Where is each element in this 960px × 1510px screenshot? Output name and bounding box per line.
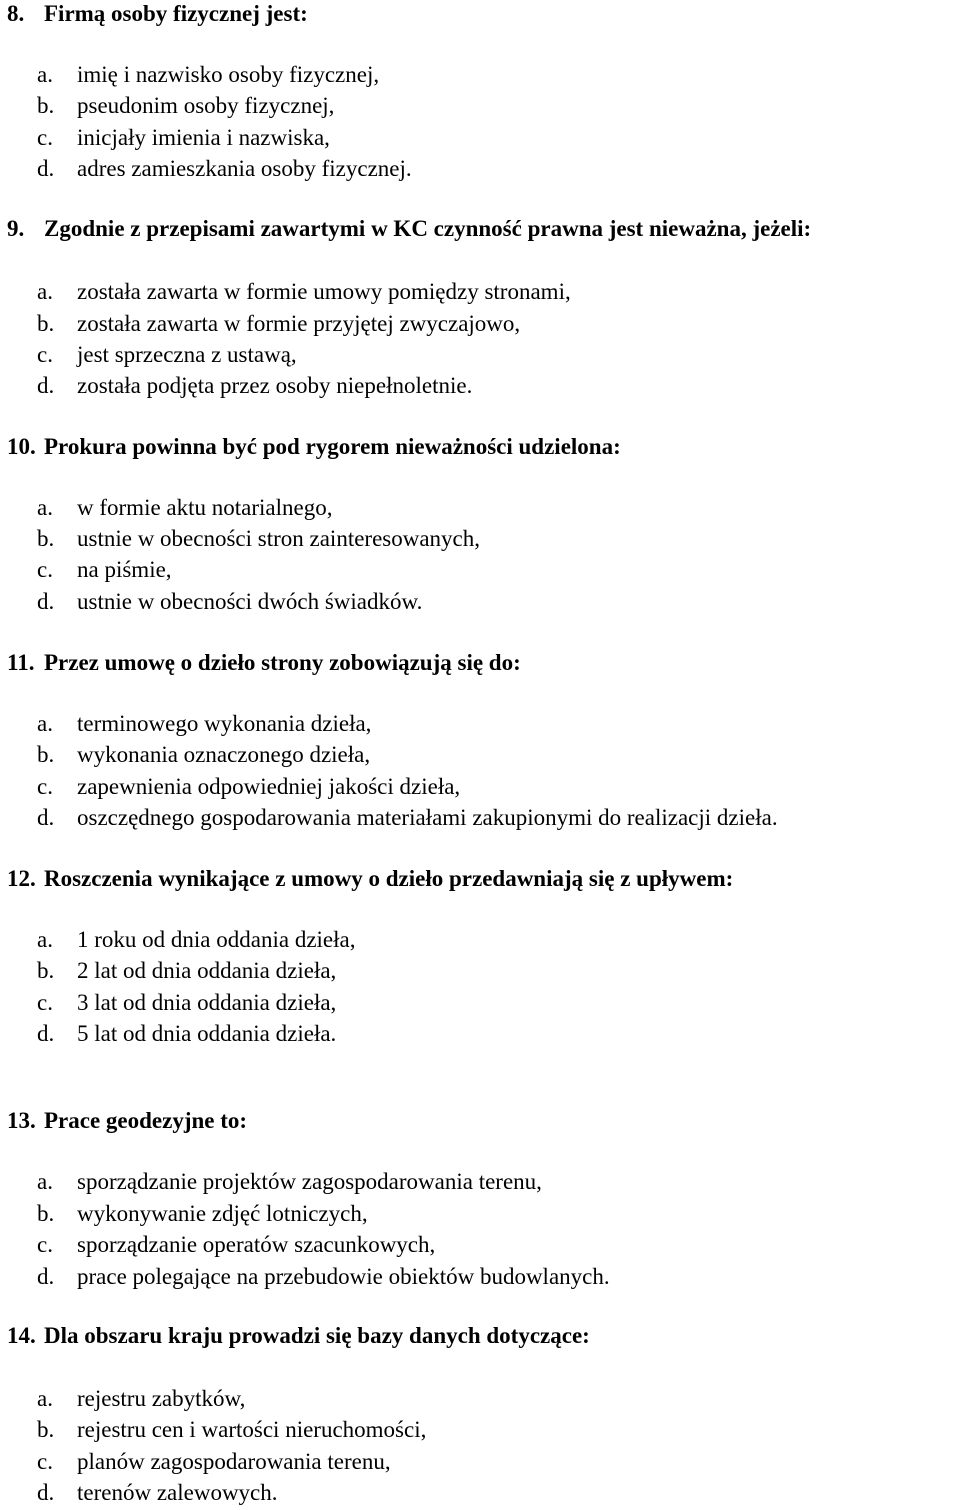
answer-option [37,125,330,151]
answer-option [37,93,334,119]
question-heading [7,1108,247,1134]
answer-option [37,495,332,521]
option-text: została zawarta w formie przyjętej zwyczajowo, [77,311,521,336]
option-text: inicjały imienia i nazwiska, [77,125,330,150]
option-letter: d. [37,1021,55,1046]
option-letter: d. [37,1480,55,1505]
answer-option [37,1386,245,1412]
option-letter: a. [37,495,53,520]
question-text: Dla obszaru kraju prowadzi się bazy danych dotyczące: [44,1323,590,1348]
option-letter: d. [37,805,55,830]
option-letter: d. [37,373,55,398]
option-text: adres zamieszkania osoby fizycznej. [77,156,412,181]
answer-option [37,1264,610,1290]
option-letter: c. [37,990,53,1015]
answer-option [37,526,480,552]
question-heading [7,1323,590,1349]
option-text: została zawarta w formie umowy pomiędzy stronami, [77,279,571,304]
answer-option [37,958,336,984]
option-letter: b. [37,93,55,118]
option-letter: b. [37,311,55,336]
option-text: terminowego wykonania dzieła, [77,711,372,736]
option-letter: c. [37,1449,53,1474]
answer-option [37,373,472,399]
option-letter: a. [37,711,53,736]
question-number: 10. [7,434,36,459]
question-text: Roszczenia wynikające z umowy o dzieło przedawniają się z upływem: [44,866,734,891]
option-letter: b. [37,526,55,551]
option-letter: c. [37,774,53,799]
option-letter: b. [37,742,55,767]
answer-option [37,1449,391,1475]
answer-option [37,311,520,337]
option-text: wykonania oznaczonego dzieła, [77,742,371,767]
option-text: jest sprzeczna z ustawą, [77,342,297,367]
option-text: 2 lat od dnia oddania dzieła, [77,958,337,983]
option-letter: c. [37,125,53,150]
question-heading [7,1,308,27]
question-text: Zgodnie z przepisami zawartymi w KC czynność prawna jest nieważna, jeżeli: [44,216,812,241]
answer-option [37,342,297,368]
question-heading [7,434,621,460]
option-letter: c. [37,1232,53,1257]
option-text: w formie aktu notarialnego, [77,495,333,520]
question-heading [7,866,733,892]
option-text: wykonywanie zdjęć lotniczych, [77,1201,368,1226]
answer-option [37,589,422,615]
option-letter: c. [37,557,53,582]
option-letter: b. [37,958,55,983]
question-number: 8. [7,1,25,26]
question-heading [7,650,521,676]
answer-option [37,1021,336,1047]
answer-option [37,774,460,800]
answer-option [37,1480,278,1506]
answer-option [37,1169,542,1195]
question-text: Firmą osoby fizycznej jest: [44,1,308,26]
option-text: terenów zalewowych. [77,1480,278,1505]
answer-option [37,1417,426,1443]
question-number: 13. [7,1108,36,1133]
question-number: 11. [7,650,35,675]
question-number: 9. [7,216,25,241]
question-text: Prace geodezyjne to: [44,1108,248,1133]
answer-option [37,1201,368,1227]
question-number: 12. [7,866,36,891]
option-text: sporządzanie operatów szacunkowych, [77,1232,436,1257]
answer-option [37,805,778,831]
answer-option [37,557,172,583]
option-letter: a. [37,927,53,952]
option-letter: d. [37,589,55,614]
option-text: 3 lat od dnia oddania dzieła, [77,990,337,1015]
option-letter: a. [37,1386,53,1411]
question-text: Przez umowę o dzieło strony zobowiązują się do: [44,650,521,675]
option-letter: b. [37,1201,55,1226]
option-letter: d. [37,1264,55,1289]
question-number: 14. [7,1323,36,1348]
option-text: rejestru zabytków, [77,1386,246,1411]
option-text: imię i nazwisko osoby fizycznej, [77,62,380,87]
answer-option [37,990,336,1016]
option-text: na piśmie, [77,557,172,582]
option-text: ustnie w obecności dwóch świadków. [77,589,423,614]
option-letter: a. [37,1169,53,1194]
option-text: 1 roku od dnia oddania dzieła, [77,927,356,952]
option-text: ustnie w obecności stron zainteresowanych, [77,526,481,551]
answer-option [37,711,371,737]
option-text: pseudonim osoby fizycznej, [77,93,335,118]
option-text: rejestru cen i wartości nieruchomości, [77,1417,427,1442]
answer-option [37,156,412,182]
option-letter: d. [37,156,55,181]
option-text: sporządzanie projektów zagospodarowania terenu, [77,1169,542,1194]
option-letter: a. [37,62,53,87]
option-text: oszczędnego gospodarowania materiałami zakupionymi do realizacji dzieła. [77,805,778,830]
option-text: zapewnienia odpowiedniej jakości dzieła, [77,774,461,799]
option-text: 5 lat od dnia oddania dzieła. [77,1021,337,1046]
option-text: prace polegające na przebudowie obiektów budowlanych. [77,1264,610,1289]
question-text: Prokura powinna być pod rygorem nieważności udzielona: [44,434,621,459]
option-letter: a. [37,279,53,304]
option-letter: c. [37,342,53,367]
option-letter: b. [37,1417,55,1442]
option-text: planów zagospodarowania terenu, [77,1449,391,1474]
answer-option [37,279,571,305]
answer-option [37,742,370,768]
answer-option [37,927,355,953]
option-text: została podjęta przez osoby niepełnoletnie. [77,373,473,398]
answer-option [37,1232,435,1258]
answer-option [37,62,379,88]
question-heading [7,216,811,242]
